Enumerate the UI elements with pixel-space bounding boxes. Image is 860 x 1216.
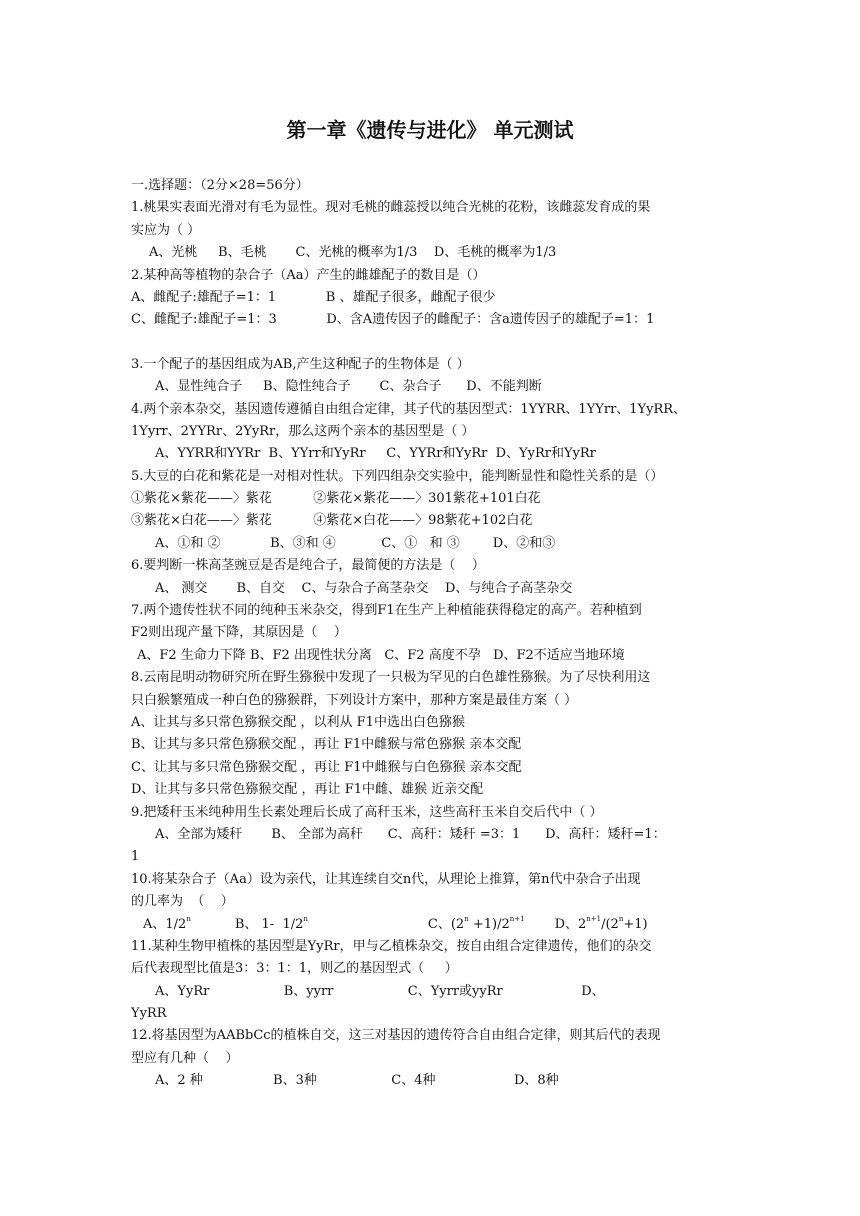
question-4-options: A、YYRR和YYRr B、YYrr和YyRr C、YYRr和YyRr D、YyRr和YyRr [155, 446, 596, 462]
q10-option-b: B、 1- 1/2 [234, 916, 304, 932]
superscript-n-plus-1: n+1 [586, 914, 602, 923]
question-3-options: A、显性纯合子 B、隐性纯合子 C、杂合子 D、不能判断 [155, 379, 542, 395]
question-7-options: A、F2 生命力下降 B、F2 出现性状分离 C、F2 高度不孕 D、F2不适应当地环境 [137, 647, 625, 663]
question-5-cross-1: ①紫花×紫花——〉紫花 ②紫花×紫花——〉301紫花+101白花 [131, 491, 541, 507]
question-6-options: A、 测交 B、自交 C、与杂合子高茎杂交 D、与纯合子高茎杂交 [155, 580, 573, 596]
question-2-option-cd: C、雌配子:雄配子=1：3 D、含A遗传因子的雌配子：含a遗传因子的雄配子=1：1 [131, 312, 655, 328]
question-list [131, 175, 731, 1093]
question-9-options-wrap: 1 [131, 849, 140, 865]
question-12-options: A、2 种 B、3种 C、4种 D、8种 [155, 1073, 559, 1089]
question-2-text: 2.某种高等植物的杂合子（Aa）产生的雌雄配子的数目是（） [131, 267, 486, 283]
question-8-text: 8.云南昆明动物研究所在野生猕猴中发现了一只极为罕见的白色雄性猕猴。为了尽快利用这 [131, 670, 651, 686]
question-11-options-wrap: YyRR [131, 1006, 167, 1022]
question-10-text-cont: 的几率为 （ ） [131, 894, 234, 910]
question-7-text: 7.两个遗传性状不同的纯种玉米杂交，得到F1在生产上种植能获得稳定的高产。若种植到 [131, 603, 642, 619]
spacer [131, 332, 731, 354]
q10-option-c-part: +1)/2 [468, 916, 510, 932]
question-8-option-b: B、让其与多只常色猕猴交配 ，再让 F1中雌猴与常色猕猴 亲本交配 [131, 737, 522, 753]
q10-option-d-end: +1) [623, 916, 648, 932]
question-10-text: 10.将某杂合子（Aa）设为亲代，让其连续自交n代，从理论上推算，第n代中杂合子出现 [131, 871, 641, 887]
question-4-text-cont: 1Yyrr、2YYRr、2YyRr，那么这两个亲本的基因型是（ ） [131, 423, 475, 439]
page-title: 第一章《遗传与进化》 单元测试 [286, 118, 574, 142]
question-8-option-a: A、让其与多只常色猕猴交配 ，以利从 F1中选出白色猕猴 [131, 714, 465, 730]
superscript-n-plus-1: n+1 [509, 914, 525, 923]
superscript-n: n [618, 914, 624, 923]
question-5-options: A、①和 ② B、③和 ④ C、① 和 ③ D、②和③ [155, 535, 556, 551]
question-11-text: 11.某种生物甲植株的基因型是YyRr，甲与乙植株杂交，按自由组合定律遗传，他们的杂交 [131, 938, 652, 954]
question-12-text: 12.将基因型为AABbCc的植株自交，这三对基因的遗传符合自由组合定律，则其后代的表现 [131, 1028, 661, 1044]
question-10-options [131, 914, 731, 936]
question-2-option-ab: A、雌配子:雄配子=1：1 B 、雄配子很多，雌配子很少 [131, 289, 496, 305]
question-6-text: 6.要判断一株高茎豌豆是否是纯合子，最简便的方法是（ ） [131, 558, 485, 574]
q10-option-d: D、2 [554, 916, 587, 932]
question-1-text-cont: 实应为（ ） [131, 222, 201, 238]
question-7-text-cont: F2则出现产量下降，其原因是（ ） [131, 625, 347, 641]
q10-option-d-part: /(2 [601, 916, 619, 932]
question-5-cross-2: ③紫花×白花——〉紫花 ④紫花×白花——〉98紫花+102白花 [131, 513, 533, 529]
question-9-options: A、全部为矮秆 B、 全部为高秆 C、高秆：矮秆 =3：1 D、高秆：矮秆=1： [155, 826, 666, 842]
question-8-text-cont: 只白猴繁殖成一种白色的猕猴群，下列设计方案中，那种方案是最佳方案（ ） [131, 692, 578, 708]
question-12-text-cont: 型应有几种（ ） [131, 1050, 239, 1066]
section-heading: 一.选择题：（2分×28=56分） [131, 178, 309, 193]
question-1-options: A、光桃 B、毛桃 C、光桃的概率为1/3 D、毛桃的概率为1/3 [149, 245, 557, 261]
question-1-text: 1.桃果实表面光滑对有毛为显性。现对毛桃的雌蕊授以纯合光桃的花粉，该雌蕊发育成的果 [131, 200, 651, 216]
question-9-text: 9.把矮秆玉米纯种用生长素处理后长成了高秆玉米，这些高秆玉米自交后代中（ ） [131, 804, 603, 820]
question-11-options: A、YyRr B、yyrr C、Yyrr或yyRr D、 [155, 983, 605, 999]
q10-option-a: A、1/2 [143, 916, 187, 932]
superscript-n: n [303, 914, 308, 923]
question-4-text: 4.两个亲本杂交，基因遗传遵循自由组合定律，其子代的基因型式：1YYRR、1YYrr、1YyRR、 [131, 401, 687, 417]
question-3-text: 3.一个配子的基因组成为AB,产生这种配子的生物体是（ ） [131, 356, 470, 372]
question-11-text-cont: 后代表现型比值是3：3：1：1，则乙的基因型式（ ） [131, 961, 458, 977]
question-5-text: 5.大豆的白花和紫花是一对相对性状。下列四组杂交实验中，能判断显性和隐性关系的是（） [131, 468, 664, 484]
superscript-n: n [186, 914, 191, 923]
q10-option-c: C、(2 [427, 916, 465, 932]
superscript-n: n [464, 914, 469, 923]
question-8-option-d: D、让其与多只常色猕猴交配 ，再让 F1中雌、雄猴 近亲交配 [131, 782, 484, 798]
question-8-option-c: C、让其与多只常色猕猴交配 ，再让 F1中雌猴与白色猕猴 亲本交配 [131, 759, 522, 775]
